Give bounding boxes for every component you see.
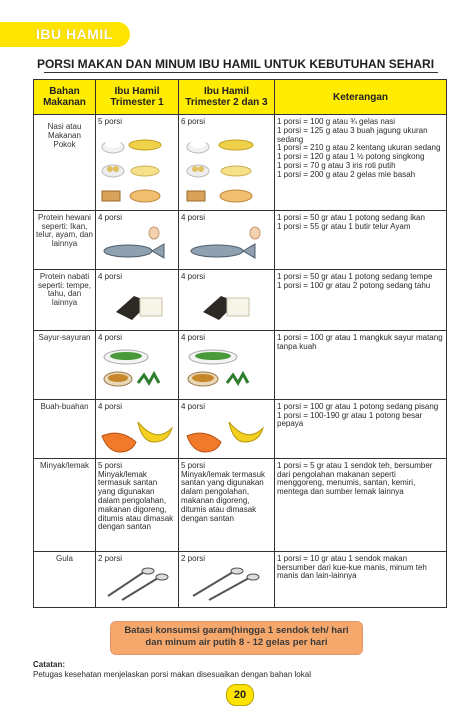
tempe-tofu-image [98,284,176,324]
spoon-image [181,566,271,602]
staple-food-image [98,129,176,207]
portion-cell [96,399,179,458]
description-cell [275,458,447,551]
header-trimester-1: Ibu Hamil Trimester 1 [96,80,179,115]
description-line: 1 porsi = 100-190 gr atau 1 potong besar pepaya [277,410,423,429]
fish-egg-image [98,225,176,265]
portion-cell: 5 porsi Minyak/lemak termasuk santan yang digunakan dalam pengolahan, makanan digoreng, ditumis atau dimasak dengan santan [96,458,179,551]
page-title: PORSI MAKAN DAN MINUM IBU HAMIL UNTUK KEBUTUHAN SEHARI [36,57,435,71]
spoon-image [98,566,176,602]
portion-cell [96,269,179,330]
description-line: 1 porsi = 210 g atau 2 kentang ukuran sedang [277,143,441,153]
fruit-image [98,414,176,454]
description-line: 1 porsi = 5 gr atau 1 sendok teh, bersumber dari pengolahan makanan seperti menggoreng, menumis, santan, kemiri, mentega dan sumber lemak lainnya [277,460,433,497]
portion-cell [179,269,275,330]
title-underline [44,72,438,73]
table-row [34,210,447,269]
portion-cell: 5 porsi Minyak/lemak termasuk santan yang digunakan dalam pengolahan, makanan digoreng, ditumis atau dimasak dengan santan [179,458,275,551]
portion-count: 4 porsi [98,212,123,222]
table-row [34,551,447,607]
description-line: 1 porsi = 120 g atau 1 ½ potong singkong [277,152,425,162]
description-line: 1 porsi = 125 g atau 3 buah jagung ukuran sedang [277,125,428,144]
fish-egg-image [181,225,271,265]
description-line: 1 porsi = 10 gr atau 1 sendok makan bersumber dari kue-kue manis, minum teh manis dan lain-lainnya [277,553,427,581]
portion-cell [179,330,275,399]
table-header-row [34,80,447,115]
tempe-tofu-image [181,284,271,324]
portion-count: 4 porsi [181,401,206,411]
portion-count: 2 porsi [98,553,123,563]
row-label: Nasi atau Makanan Pokok [34,115,96,211]
note-line-2: dan minum air putih 8 - 12 gelas per hari [145,637,328,649]
table-row [34,458,447,551]
description-cell [275,115,447,211]
portion-table [33,79,447,608]
page-number: 20 [226,684,254,706]
portion-count: 4 porsi [181,271,206,281]
row-label: Sayur-sayuran [34,330,96,399]
row-label: Protein hewani seperti: Ikan, telur, ayam, dan lainnya [34,210,96,269]
vegetable-image [181,345,271,395]
salt-water-note [110,621,363,655]
description-cell [275,269,447,330]
description-line: 1 porsi = 50 gr atau 1 potong sedang ikan [277,212,425,222]
vegetable-image [98,345,176,395]
portion-cell [96,210,179,269]
description-line: 1 porsi = 50 gr atau 1 potong sedang tempe [277,271,433,281]
header-trimester-2-3: Ibu Hamil Trimester 2 dan 3 [179,80,275,115]
section-tab [0,22,130,47]
description-cell [275,551,447,607]
description-line: 1 porsi = 200 g atau 2 gelas mie basah [277,169,416,179]
table-row [34,330,447,399]
fruit-image [181,414,271,454]
description-line: 1 porsi = 100 g atau ¾ gelas nasi [277,117,396,126]
description-line: 1 porsi = 100 gr atau 1 potong sedang pisang [277,401,439,411]
portion-count: 4 porsi [98,401,123,411]
section-tab-label: IBU HAMIL [36,26,113,42]
portion-cell [179,551,275,607]
description-cell [275,210,447,269]
description-line: 1 porsi = 100 gr atau 1 mangkuk sayur matang tanpa kuah [277,332,443,351]
note-line-1: Batasi konsumsi garam(hingga 1 sendok teh/ hari [124,625,349,636]
note-label: Catatan: [33,660,66,669]
staple-food-image [181,129,271,207]
description-line: 1 porsi = 55 gr atau 1 butir telur Ayam [277,221,411,231]
table-row [34,269,447,330]
table-row [34,115,447,211]
table-row [34,399,447,458]
portion-cell [179,210,275,269]
portion-cell [179,399,275,458]
description-cell [275,399,447,458]
portion-count: 4 porsi [181,212,206,222]
portion-count: 2 porsi [181,553,206,563]
portion-count: 4 porsi [98,332,123,342]
description-cell [275,330,447,399]
header-bahan: Bahan Makanan [34,80,96,115]
row-label: Gula [34,551,96,607]
portion-count: 5 porsi [98,117,123,126]
portion-count: 4 porsi [98,271,123,281]
description-line: 1 porsi = 70 g atau 3 iris roti putih [277,160,396,170]
portion-cell [96,115,179,211]
portion-cell [179,115,275,211]
row-label: Minyak/lemak [34,458,96,551]
description-line: 1 porsi = 100 gr atau 2 potong sedang tahu [277,280,431,290]
portion-cell [96,330,179,399]
portion-cell [96,551,179,607]
portion-count: 4 porsi [181,332,206,342]
row-label: Protein nabati seperti: tempe, tahu, dan lainnya [34,269,96,330]
portion-count: 6 porsi [181,117,206,126]
header-keterangan: Keterangan [275,80,447,115]
note-text: Petugas kesehatan menjelaskan porsi makan disesuaikan dengan bahan lokal [33,670,311,679]
row-label: Buah-buahan [34,399,96,458]
